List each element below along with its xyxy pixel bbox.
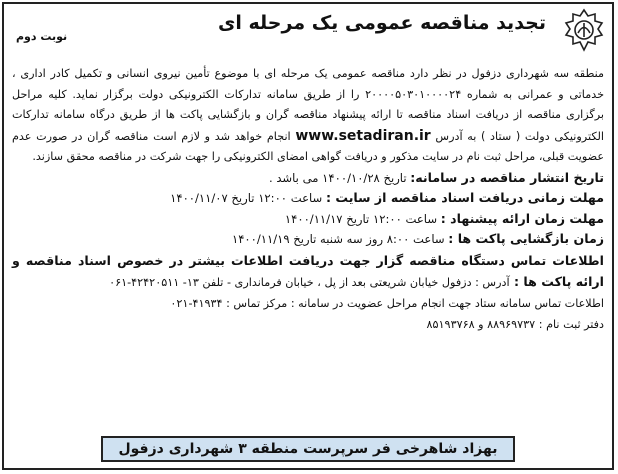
date-label: تاریخ انتشار مناقصه در سامانه: xyxy=(410,169,604,185)
date-row-opening xyxy=(12,229,604,250)
dates-list xyxy=(12,168,604,250)
notice-content xyxy=(12,64,604,335)
tender-notice xyxy=(2,2,614,470)
date-value: ساعت ۱۲:۰۰ تاریخ ۱۴۰۰/۱۱/۱۷ xyxy=(284,211,438,226)
registration-office-line: دفتر ثبت نام : ۸۸۹۶۹۷۳۷ و ۸۵۱۹۳۷۶۸ xyxy=(426,317,604,331)
date-row-publish xyxy=(12,168,604,189)
date-row-proposal xyxy=(12,209,604,230)
setadiran-link[interactable]: www.setadiran.ir xyxy=(295,127,431,144)
date-value: تاریخ ۱۴۰۰/۱۰/۲۸ می باشد . xyxy=(268,170,407,185)
body-text-part-2: انجام خواهد شد و لازم است مناقصه گران در صورت عدم عضویت قبلی، مراحل ثبت نام در سایت مذکور و دریافت گواهی امضای الکترونیکی را جهت شرکت در مناقصه محقق سازند. xyxy=(12,129,604,163)
date-label: مهلت زمان ارائه پیشنهاد : xyxy=(440,210,604,226)
notice-header xyxy=(4,4,612,62)
notice-footer xyxy=(4,436,612,462)
date-value: ساعت ۸:۰۰ روز سه شنبه تاریخ ۱۴۰۰/۱۱/۱۹ xyxy=(231,232,445,246)
notice-title: تجدید مناقصه عمومی یک مرحله ای xyxy=(217,12,546,34)
municipality-emblem-icon xyxy=(562,8,606,52)
contact-label: اطلاعات تماس دستگاه مناقصه گزار جهت دریافت اطلاعات بیشتر در خصوص اسناد مناقصه و ارائه پاکت ها : xyxy=(12,252,604,289)
date-label: زمان بازگشایی پاکت ها : xyxy=(448,231,604,246)
body-text-part-1: منطقه سه شهرداری دزفول در نظر دارد مناقصه عمومی یک مرحله ای با موضوع تأمین نیروی انسانی و تکمیل کادر اداری ، خدماتی و عمرانی به شماره ۲۰۰۰۰۵۰۳۰۱۰۰۰۰۲۴ را از طریق سامانه تدارکات الکترونیکی دولت برگزار نماید. کلیه مراحل برگزاری مناقصه از دریافت اسناد مناقصه تا ارائه پیشنهاد مناقصه گران و بازگشایی پاکت ها از طریق درگاه سامانه تدارکات الکترونیکی دولت ( ستاد ) به آدرس xyxy=(12,67,605,143)
contact-info xyxy=(12,250,604,293)
setad-contact-line: اطلاعات تماس سامانه ستاد جهت انجام مراحل عضویت در سامانه : مرکز تماس : ۴۱۹۳۴-۰۲۱ xyxy=(170,296,604,310)
signature-box: بهزاد شاهرخی فر سرپرست منطقه ۳ شهرداری دزفول xyxy=(101,436,516,462)
date-row-documents xyxy=(12,188,604,209)
contact-address: آدرس : دزفول خیابان شریعتی بعد از پل ، خیابان فرمانداری - تلفن ۱۳- ۴۲۴۲۰۵۱۱-۰۶۱ xyxy=(109,275,510,289)
publication-round: نوبت دوم xyxy=(16,30,68,43)
notice-body xyxy=(12,64,604,168)
date-value: ساعت ۱۲:۰۰ تاریخ ۱۴۰۰/۱۱/۰۷ xyxy=(170,191,323,205)
date-label: مهلت زمانی دریافت اسناد مناقصه از سایت : xyxy=(325,190,604,205)
